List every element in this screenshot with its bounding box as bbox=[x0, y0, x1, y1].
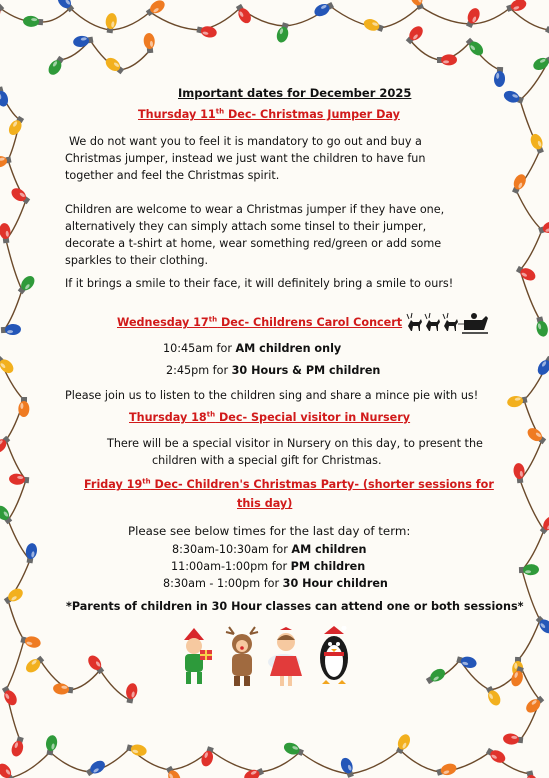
light-bulb-icon bbox=[0, 354, 16, 376]
light-bulb-icon bbox=[23, 15, 44, 27]
light-bulb-icon bbox=[86, 653, 107, 676]
light-bulb-icon bbox=[9, 186, 32, 207]
special-visitor-line-2: children with a special gift for Christmas. bbox=[152, 454, 382, 467]
light-bulb-icon bbox=[24, 542, 38, 563]
light-bulb-icon bbox=[529, 132, 547, 155]
light-bulb-icon bbox=[502, 89, 525, 106]
light-bulb-icon bbox=[164, 765, 183, 778]
light-bulb-icon bbox=[6, 115, 26, 138]
light-bulb-icon bbox=[72, 34, 93, 48]
light-bulb-icon bbox=[104, 12, 118, 33]
light-bulb-icon bbox=[456, 654, 478, 670]
event-heading-carol-concert: Wednesday 17th Dec- Childrens Carol Concert bbox=[117, 315, 403, 329]
jumper-day-paragraph-1: We do not want you to feel it is mandatory to go out and buy a Christmas jumper, instead we just want the children to have fun together and feel the Christmas spirit. bbox=[65, 135, 426, 182]
light-bulb-icon bbox=[1, 324, 22, 336]
light-bulb-icon bbox=[0, 685, 19, 708]
light-bulb-icon bbox=[509, 665, 526, 687]
jumper-day-paragraph-3: If it brings a smile to their face, it will definitely bring a smile to ours! bbox=[65, 277, 454, 290]
light-wire bbox=[0, 6, 549, 30]
light-bulb-icon bbox=[464, 6, 482, 29]
light-bulb-icon bbox=[0, 86, 10, 108]
page-title: Important dates for December 2025 bbox=[178, 86, 412, 100]
light-bulb-icon bbox=[534, 316, 549, 338]
party-session-am: 8:30am-10:30am for AM children bbox=[172, 543, 367, 556]
light-bulb-icon bbox=[404, 24, 426, 46]
party-intro: Please see below times for the last day of term: bbox=[128, 524, 411, 538]
light-bulb-icon bbox=[103, 55, 126, 76]
event-heading-special-visitor: Thursday 18th Dec- Special visitor in Nursery bbox=[129, 410, 411, 424]
special-visitor-line-1: There will be a special visitor in Nursery on this day, to present the bbox=[107, 437, 483, 450]
santa-sleigh-reindeer-icon bbox=[404, 310, 490, 338]
light-bulb-icon bbox=[525, 425, 548, 446]
light-wire bbox=[40, 660, 130, 700]
light-bulb-icon bbox=[506, 394, 528, 408]
light-bulb-icon bbox=[534, 614, 549, 636]
light-bulb-icon bbox=[515, 264, 538, 283]
carol-concert-time-pm: 2:45pm for 30 Hours & PM children bbox=[166, 364, 381, 377]
event-heading-jumper-day: Thursday 11th Dec- Christmas Jumper Day bbox=[138, 107, 400, 121]
light-bulb-icon bbox=[52, 682, 73, 695]
light-bulb-icon bbox=[0, 761, 16, 778]
light-bulb-icon bbox=[362, 17, 385, 34]
party-session-30-hour: 8:30am - 1:00pm for 30 Hour children bbox=[163, 577, 388, 590]
light-bulb-icon bbox=[143, 33, 156, 54]
light-bulb-icon bbox=[234, 3, 254, 26]
light-bulb-icon bbox=[503, 733, 524, 746]
light-bulb-icon bbox=[544, 24, 549, 43]
event-heading-christmas-party-line-2: this day) bbox=[237, 497, 293, 510]
light-bulb-icon bbox=[44, 734, 58, 756]
light-bulb-icon bbox=[505, 0, 527, 14]
light-bulb-icon bbox=[10, 736, 26, 758]
light-bulb-icon bbox=[510, 172, 528, 195]
light-wire bbox=[0, 360, 30, 740]
light-bulb-icon bbox=[339, 756, 356, 778]
light-bulb-icon bbox=[9, 473, 30, 486]
light-bulb-icon bbox=[485, 746, 508, 766]
light-bulb-icon bbox=[84, 758, 107, 778]
carol-concert-paragraph: Please join us to listen to the children sing and share a mince pie with us! bbox=[65, 389, 479, 402]
light-bulb-icon bbox=[531, 54, 549, 73]
light-bulb-icon bbox=[0, 2, 6, 24]
light-bulb-icon bbox=[494, 67, 506, 88]
light-wire bbox=[518, 360, 549, 740]
light-bulb-icon bbox=[513, 463, 526, 484]
light-bulb-icon bbox=[425, 666, 448, 686]
light-bulb-icon bbox=[437, 54, 457, 65]
light-wire bbox=[410, 40, 500, 70]
light-bulb-icon bbox=[124, 682, 139, 704]
light-bulb-icon bbox=[538, 514, 549, 536]
light-wire bbox=[60, 40, 150, 70]
light-bulb-icon bbox=[436, 762, 458, 778]
light-bulb-icon bbox=[2, 586, 25, 606]
light-bulb-icon bbox=[394, 732, 413, 755]
light-bulb-icon bbox=[537, 220, 549, 237]
light-bulb-icon bbox=[20, 634, 42, 649]
light-bulb-icon bbox=[0, 222, 12, 243]
light-bulb-icon bbox=[535, 354, 549, 377]
light-bulb-icon bbox=[519, 564, 539, 576]
light-bulb-icon bbox=[126, 742, 148, 758]
event-heading-christmas-party: Friday 19th Dec- Children's Christmas Party- (shorter sessions for bbox=[84, 477, 494, 491]
christmas-costume-children-icon bbox=[176, 626, 366, 688]
light-bulb-icon bbox=[18, 397, 29, 417]
light-bulb-icon bbox=[282, 741, 305, 759]
light-bulb-icon bbox=[46, 54, 66, 77]
jumper-day-paragraph-2: Children are welcome to wear a Christmas jumper if they have one, alternatively they can simply attach some tinsel to their jumper, decorate a t-shirt at home, wear something red/green or add some sparkles to their clothing. bbox=[65, 203, 445, 267]
party-session-pm: 11:00am-1:00pm for PM children bbox=[171, 560, 366, 573]
party-note: *Parents of children in 30 Hour classes can attend one or both sessions* bbox=[66, 600, 524, 613]
light-bulb-icon bbox=[242, 766, 265, 778]
light-bulb-icon bbox=[464, 36, 486, 58]
carol-concert-time-am: 10:45am for AM children only bbox=[163, 342, 342, 355]
